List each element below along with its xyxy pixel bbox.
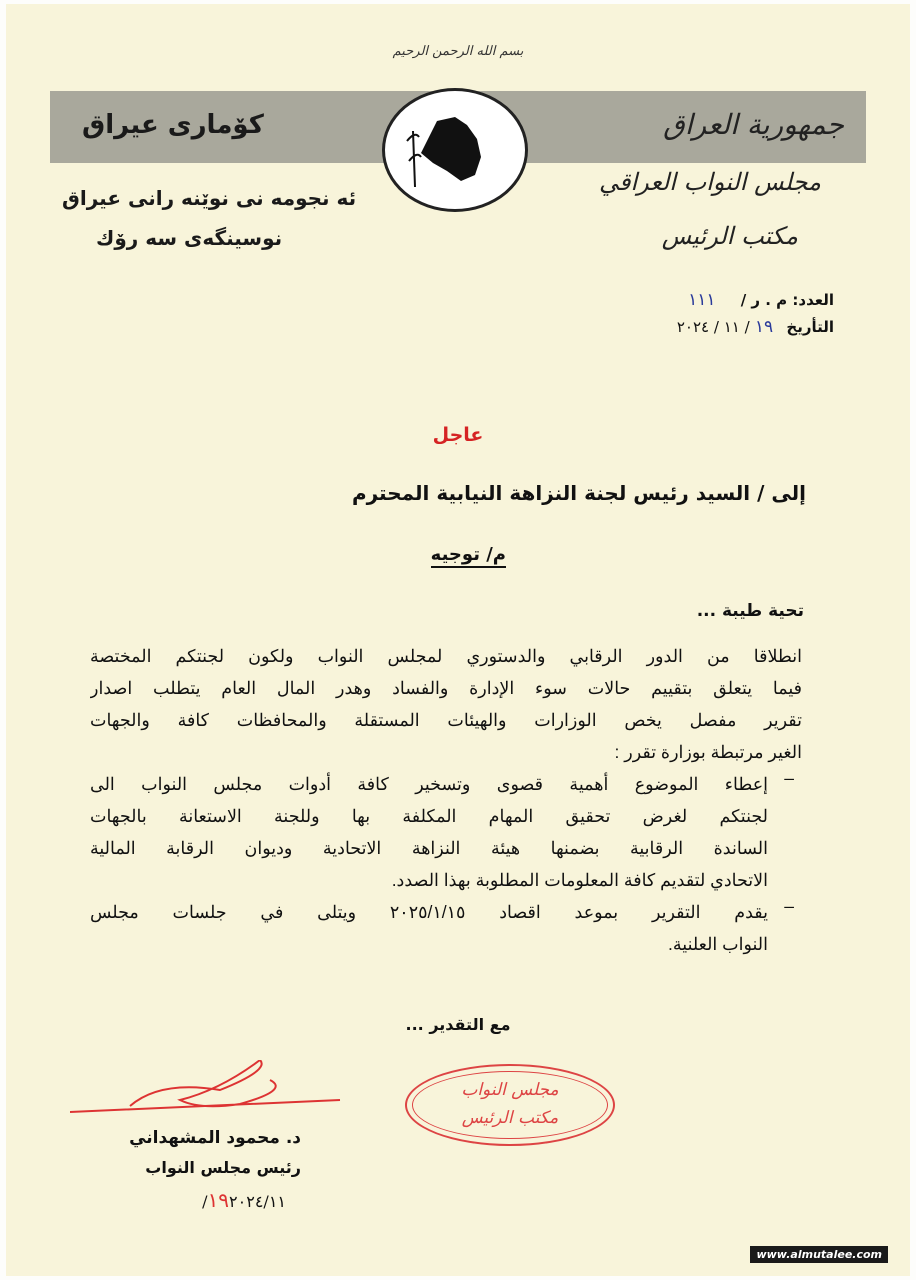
date-day: ١٩ xyxy=(754,317,774,337)
date-label: التأريخ xyxy=(786,318,834,336)
signature-date xyxy=(202,1188,286,1212)
stamp-line: مجلس النواب xyxy=(461,1080,559,1100)
bullet-line: إعطاء الموضوع أهمية قصوى وتسخير كافة أدوات مجلس النواب الى xyxy=(90,774,768,794)
office-stamp xyxy=(405,1064,615,1146)
basmala: بسم الله الرحمن الرحيم xyxy=(392,44,524,59)
council-arabic: مجلس النواب العراقي xyxy=(599,168,821,196)
republic-arabic: جمهورية العراق xyxy=(663,108,844,141)
bullet-item xyxy=(90,896,802,960)
bullet-line: النواب العلنية. xyxy=(668,934,768,954)
number-label: العدد: م . ر / xyxy=(740,291,834,309)
bullet-item xyxy=(90,768,802,896)
body-line: انطلاقا من الدور الرقابي والدستوري لمجلس النواب ولكون لجنتكم المختصة xyxy=(90,646,802,666)
body-line: تقرير مفصل يخص الوزارات والهيئات المستقلة والمحافظات كافة والجهات xyxy=(90,710,802,730)
bullet-line: الاتحادي لتقديم كافة المعلومات المطلوبة بهذا الصدد. xyxy=(391,870,768,890)
signature-date-day: ١٩ xyxy=(207,1188,230,1212)
date-rest: / ١١ / ٢٠٢٤ xyxy=(676,318,750,336)
bullet-dash: – xyxy=(784,896,794,916)
iraq-map-icon xyxy=(385,91,525,209)
subject: م/ توجيه xyxy=(431,544,506,568)
bullet-line: يقدم التقرير بموعد اقصاد ٢٠٢٥/١/١٥ ويتلى في جلسات مجلس xyxy=(90,902,768,922)
reference-date xyxy=(677,317,834,337)
number-value: ١١١ xyxy=(688,290,716,310)
office-arabic: مكتب الرئيس xyxy=(661,222,798,250)
bullet-dash: – xyxy=(784,768,794,788)
republic-kurdish: كۆماری عیراق xyxy=(82,110,264,140)
signature-date-rest: ٢٠٢٤/١١/ xyxy=(202,1192,286,1211)
signatory-name: د. محمود المشهداني xyxy=(129,1128,301,1148)
addressee: إلى / السيد رئيس لجنة النزاهة النيابية المحترم xyxy=(351,481,806,505)
council-kurdish: ئه نجومه نی نوێنه رانی عیراق xyxy=(62,186,357,210)
signature-scribble xyxy=(70,1060,350,1130)
letter-body xyxy=(90,640,802,960)
signatory-title: رئيس مجلس النواب xyxy=(145,1158,301,1177)
parliament-logo xyxy=(382,88,528,212)
office-kurdish: نوسینگەی سه رۆك xyxy=(96,226,283,250)
body-line: فيما يتعلق بتقييم حالات سوء الإدارة والفساد وهدر المال العام يتطلب اصدار xyxy=(90,678,802,698)
bullet-line: الساندة الرقابية بضمنها هيئة النزاهة الاتحادية وديوان الرقابة المالية xyxy=(90,838,768,858)
bullet-line: لجنتكم لغرض تحقيق المهام المكلفة بها وللجنة الاستعانة بالجهات xyxy=(90,806,768,826)
stamp-line: مكتب الرئيس xyxy=(461,1108,559,1128)
greeting: تحية طيبة ... xyxy=(696,601,804,621)
body-line: الغير مرتبطة بوزارة تقرر : xyxy=(614,742,802,762)
watermark: www.almutalee.com xyxy=(750,1246,888,1263)
urgent-label: عاجل xyxy=(432,424,484,446)
closing-regards: مع التقدير ... xyxy=(405,1015,511,1034)
reference-number xyxy=(688,290,834,310)
